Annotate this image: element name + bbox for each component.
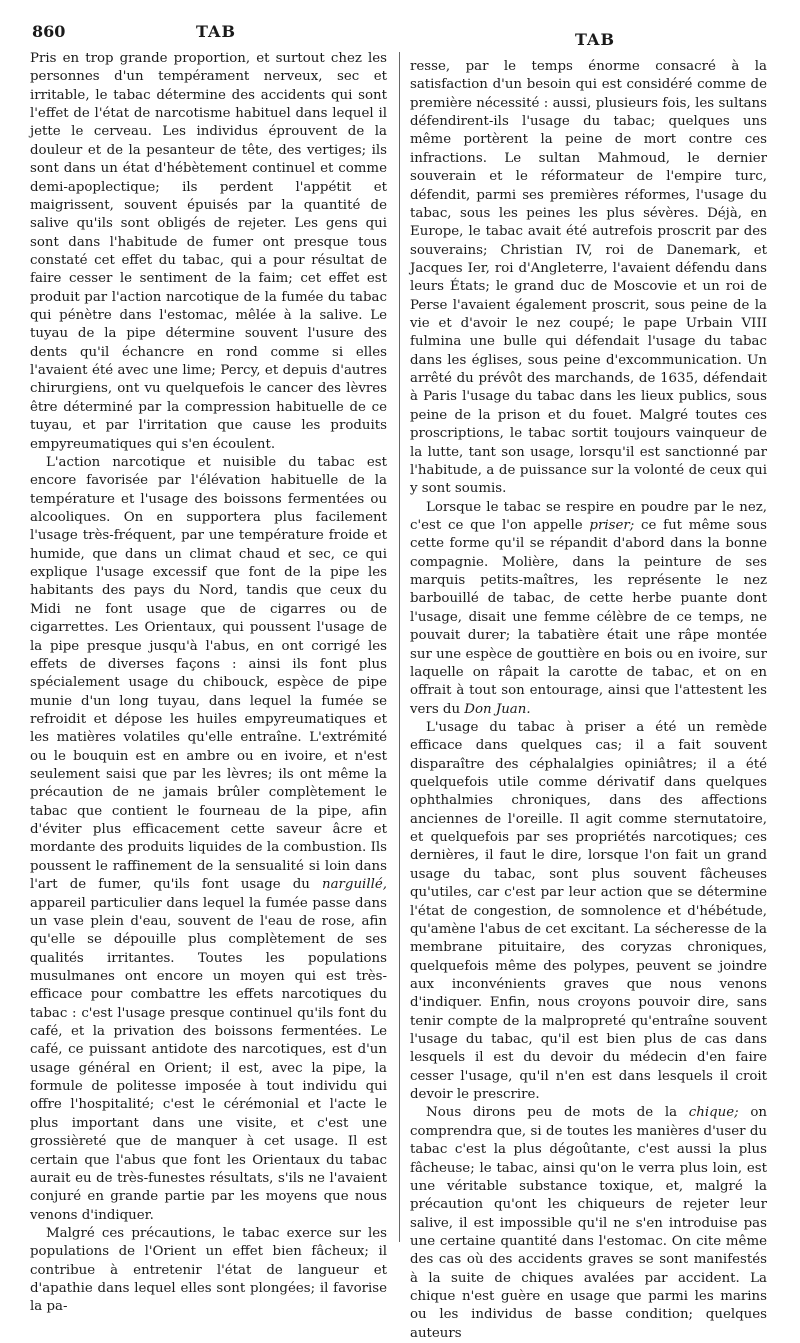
italic-term: chique; bbox=[688, 1105, 739, 1121]
italic-term: Don Juan. bbox=[464, 701, 531, 717]
running-head-left: TAB bbox=[196, 22, 236, 41]
paragraph: Malgré ces précautions, le tabac exerce sur les populations de l'Orient un effet bien fâcheux; il contribue à entretenir l'état de langueur et d'apathie dans lequel elles sont plongées; il favorise la pa- bbox=[30, 1226, 387, 1315]
page-number: 860 bbox=[32, 22, 66, 41]
paragraph bbox=[410, 1104, 767, 1343]
paragraph: resse, par le temps énorme consacré à la satisfaction d'un besoin qui est considéré comme de première nécessité : aussi, plusieurs fois, les sultans défendirent-ils l'usage du tabac; quelques uns même portèrent la peine de mort contre ces infractions. Le sultan Mahmoud, le dernier souverain et le réformateur de l'empire turc, défendit, parmi ses premières réformes, l'usage du tabac, sous les peines les plus sévères. Déjà, en Europe, le tabac avait été autrefois proscrit par des souverains; Christian IV, roi de Danemark, et Jacques Ier, roi d'Angleterre, l'avaient défendu dans leurs États; le grand duc de Moscovie et un roi de Perse l'avaient également proscrit, sous peine de la vie et d'avoir le nez coupé; le pape Urbain VIII fulmina une bulle qui défendait l'usage du tabac dans les églises, sous peine d'excommunication. Un arrêté du prévôt des marchands, de 1635, défendait à Paris l'usage du tabac dans les lieux publics, sous peine de la prison et du fouet. Malgré toutes ces proscriptions, le tabac sortit toujours vainqueur de la lutte, tant son usage, lorsqu'il est sanctionné par l'habitude, a de puissance sur la volonté de ceux qui y sont soumis. bbox=[410, 59, 767, 497]
italic-term: narguillé, bbox=[321, 877, 387, 893]
paragraph bbox=[410, 499, 767, 719]
left-column bbox=[30, 50, 387, 1317]
paragraph: L'usage du tabac à priser a été un remède efficace dans quelques cas; il a fait souvent disparaître des céphalalgies opiniâtres; il a été quelquefois utile comme dérivatif dans quelques ophthalmies chroniques, dans des affections anciennes de l'oreille. Il agit comme sternutatoire, et quelquefois par ses propriétés narcotiques; ces dernières, il faut le dire, lorsque l'on fait un grand usage du tabac, sont plus souvent fâcheuses qu'utiles, car c'est par leur action que se détermine l'état de congestion, de somnolence et d'hébétude, qu'amène l'abus de cet excitant. La sécheresse de la membrane pituitaire, des coryzas chroniques, quelquefois même des polypes, peuvent se joindre aux inconvénients graves que nous venons d'indiquer. Enfin, nous croyons pouvoir dire, sans tenir compte de la malpropreté qu'entraîne souvent l'usage du tabac, qu'il est bien plus de cas dans lesquels il est du devoir du médecin d'en faire cesser l'usage, qu'il n'en est dans lesquels il croit devoir le prescrire. bbox=[410, 719, 767, 1103]
column-divider bbox=[399, 52, 400, 1242]
paragraph-text: appareil particulier dans lequel la fumée passe dans un vase plein d'eau, souvent de l'eau de rose, afin qu'elle se dépouille plus complètement de ses qualités irritantes. Toutes les populations musulmanes ont encore un moyen qui est très-efficace pour combattre les effets narcotiques du tabac : c'est l'usage presque continuel qu'ils font du café, et la privation des boissons fermentées. Le café, ce puissant antidote des narcotiques, est d'un usage général en Orient; il est, avec la pipe, la formule de politesse imposée à tout individu qui offre l'hospitalité; c'est le cérémonial et l'acte le plus important dans une visite, et c'est une grossièreté que de manquer à cet usage. Il est certain que l'abus que font les Orientaux du tabac aurait eu de très-funestes résultats, s'ils ne l'avaient conjuré en grande partie par les moyens que nous venons d'indiquer. bbox=[30, 895, 387, 1223]
running-head-right: TAB bbox=[575, 30, 615, 49]
italic-term: priser; bbox=[589, 517, 635, 533]
paragraph: Pris en trop grande proportion, et surtout chez les personnes d'un tempérament nerveux, sec et irritable, le tabac détermine des accidents qui sont l'effet de l'état de narcotisme habituel dans lequel il jette le cerveau. Les individus éprouvent de la douleur et de la pesanteur de tête, des vertiges; ils sont dans un état d'hébètement continuel et comme demi-apoplectique; ils perdent l'appétit et maigrissent, souvent épuisés par la quantité de salive qu'ils sont obligés de rejeter. Les gens qui sont dans l'habitude de fumer ont presque tous constaté cet effet du tabac, qui a pour résultat de faire cesser le sentiment de la faim; cet effet est produit par l'action narcotique de la fumée du tabac qui pénètre dans l'estomac, mêlée à la salive. Le tuyau de la pipe détermine souvent l'usure des dents qu'il échancre en rond comme si elles l'avaient été avec une lime; Percy, et depuis d'autres chirurgiens, ont vu quelquefois le cancer des lèvres être déterminé par la compression habituelle de ce tuyau, et par l'irritation que cause les produits empyreumatiques qui s'en écoulent. bbox=[30, 51, 387, 452]
paragraph bbox=[30, 454, 387, 1225]
paragraph-text: Nous dirons peu de mots de la bbox=[426, 1105, 689, 1121]
paragraph-text: ce fut même sous cette forme qu'il se répandit d'abord dans la bonne compagnie. Molière, dans la peinture de ses marquis petits-maîtres, les représente le nez barbouillé de tabac, de cette herbe puante dont l'usage, disait une femme célèbre de ce temps, ne pouvait durer; la tabatière était une râpe montée sur une espèce de gouttière en bois ou en ivoire, sur laquelle on râpait la carotte de tabac, et on en offrait à tout son entourage, ainsi que l'attestent les vers du bbox=[410, 517, 767, 717]
right-column bbox=[410, 58, 767, 1343]
paragraph-text: L'action narcotique et nuisible du tabac est encore favorisée par l'élévation habituelle de la température et l'usage des boissons fermentées ou alcooliques. On en supportera plus facilement l'usage très-fréquent, par une température froide et humide, que dans un climat chaud et sec, ce qui explique l'usage excessif que font de la pipe les habitants des pays du Nord, tandis que ceux du Midi ne font usage que de cigarres ou de cigarrettes. Les Orientaux, qui poussent l'usage de la pipe presque jusqu'à l'abus, en ont corrigé les effets de diverses façons : ainsi ils font plus spécialement usage du chibouck, espèce de pipe munie d'un long tuyau, dans lequel la fumée se refroidit et dépose les huiles empyreumatiques et les matières volatiles qu'elle entraîne. L'extrémité ou le bouquin est en ambre ou en ivoire, et n'est seulement saisi que par les lèvres; ils ont même la précaution de ne jamais brûler complètement le tabac que contient le fourneau de la pipe, afin d'éviter plus efficacement cette saveur âcre et mordante des produits liquides de la combustion. Ils poussent le raffinement de la sensualité si loin dans l'art de fumer, qu'ils font usage du bbox=[30, 454, 387, 893]
paragraph-text: on comprendra que, si de toutes les manières d'user du tabac c'est la plus dégoûtante, c'est aussi la plus fâcheuse; le tabac, ainsi qu'on le verra plus loin, est une véritable substance toxique, et, malgré la précaution qu'ont les chiqueurs de rejeter leur salive, il est impossible qu'il ne s'en introduise pas une certaine quantité dans l'estomac. On cite même des cas où des accidents graves se sont manifestés à la suite de chiques avalées par accident. La chique n'est guère en usage que parmi les marins ou les individus de basse condition; quelques auteurs bbox=[410, 1105, 767, 1341]
paragraph-text: Lorsque le tabac se respire en poudre par le nez, c'est ce que l'on appelle bbox=[410, 499, 767, 533]
